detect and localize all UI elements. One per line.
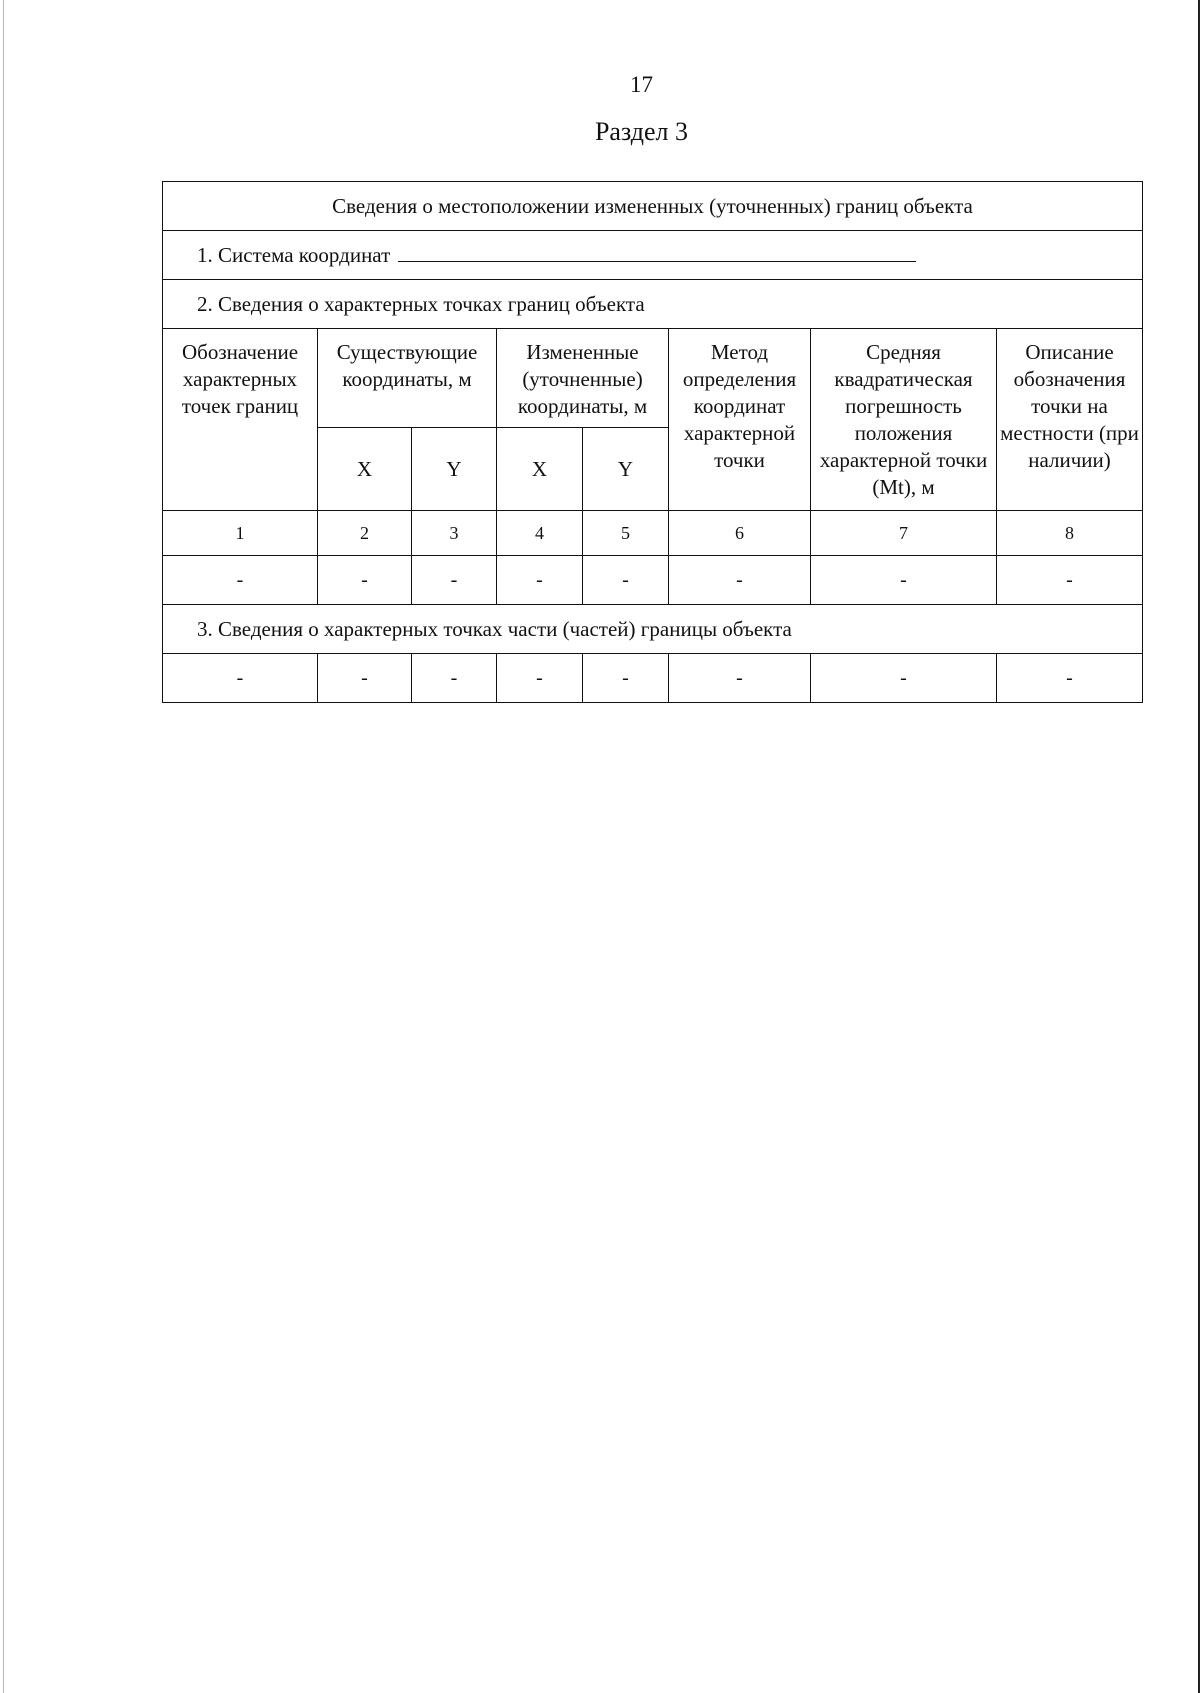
table-cell: - <box>318 654 412 703</box>
subsection-points: 2. Сведения о характерных точках границ объекта <box>163 280 1143 329</box>
header-existing-x: X <box>318 428 412 511</box>
page-number: 17 <box>630 72 653 97</box>
coordinate-system-blank <box>398 241 916 262</box>
parts-data-row <box>163 654 1143 703</box>
table-banner: Сведения о местоположении измененных (уточненных) границ объекта <box>163 182 1143 231</box>
table-cell: - <box>163 654 318 703</box>
column-number: 4 <box>497 511 583 556</box>
column-number: 2 <box>318 511 412 556</box>
table-cell: - <box>997 654 1143 703</box>
table-cell: - <box>497 556 583 605</box>
header-designation: Обозначение характерных точек границ <box>163 329 318 511</box>
table-cell: - <box>583 654 669 703</box>
column-number: 7 <box>811 511 997 556</box>
boundary-points-table <box>162 181 1143 703</box>
table-cell: - <box>412 654 497 703</box>
column-number: 8 <box>997 511 1143 556</box>
header-changed-coords: Измененные (уточненные) координаты, м <box>497 329 669 428</box>
coordinate-system-label: 1. Система координат <box>197 243 391 267</box>
column-number: 5 <box>583 511 669 556</box>
table-cell: - <box>669 654 811 703</box>
header-method: Метод определения координат характерной точки <box>669 329 811 511</box>
scan-edge-left <box>3 0 4 1693</box>
header-description: Описание обозначения точки на местности (при наличии) <box>997 329 1143 511</box>
header-changed-x: X <box>497 428 583 511</box>
table-cell: - <box>583 556 669 605</box>
header-mean-error: Средняя квадратическая погрешность положения характерной точки (Mt), м <box>811 329 997 511</box>
table-cell: - <box>163 556 318 605</box>
subsection-parts: 3. Сведения о характерных точках части (частей) границы объекта <box>163 605 1143 654</box>
column-numbers-row <box>163 511 1143 556</box>
column-number: 1 <box>163 511 318 556</box>
table-cell: - <box>412 556 497 605</box>
points-data-row <box>163 556 1143 605</box>
section-title: Раздел 3 <box>594 117 689 146</box>
table-cell: - <box>669 556 811 605</box>
table-cell: - <box>811 556 997 605</box>
header-existing-coords: Существующие координаты, м <box>318 329 497 428</box>
header-changed-y: Y <box>583 428 669 511</box>
table-cell: - <box>811 654 997 703</box>
coordinate-system-row <box>163 231 1143 280</box>
column-number: 6 <box>669 511 811 556</box>
header-existing-y: Y <box>412 428 497 511</box>
table-cell: - <box>318 556 412 605</box>
table-cell: - <box>497 654 583 703</box>
table-cell: - <box>997 556 1143 605</box>
column-number: 3 <box>412 511 497 556</box>
